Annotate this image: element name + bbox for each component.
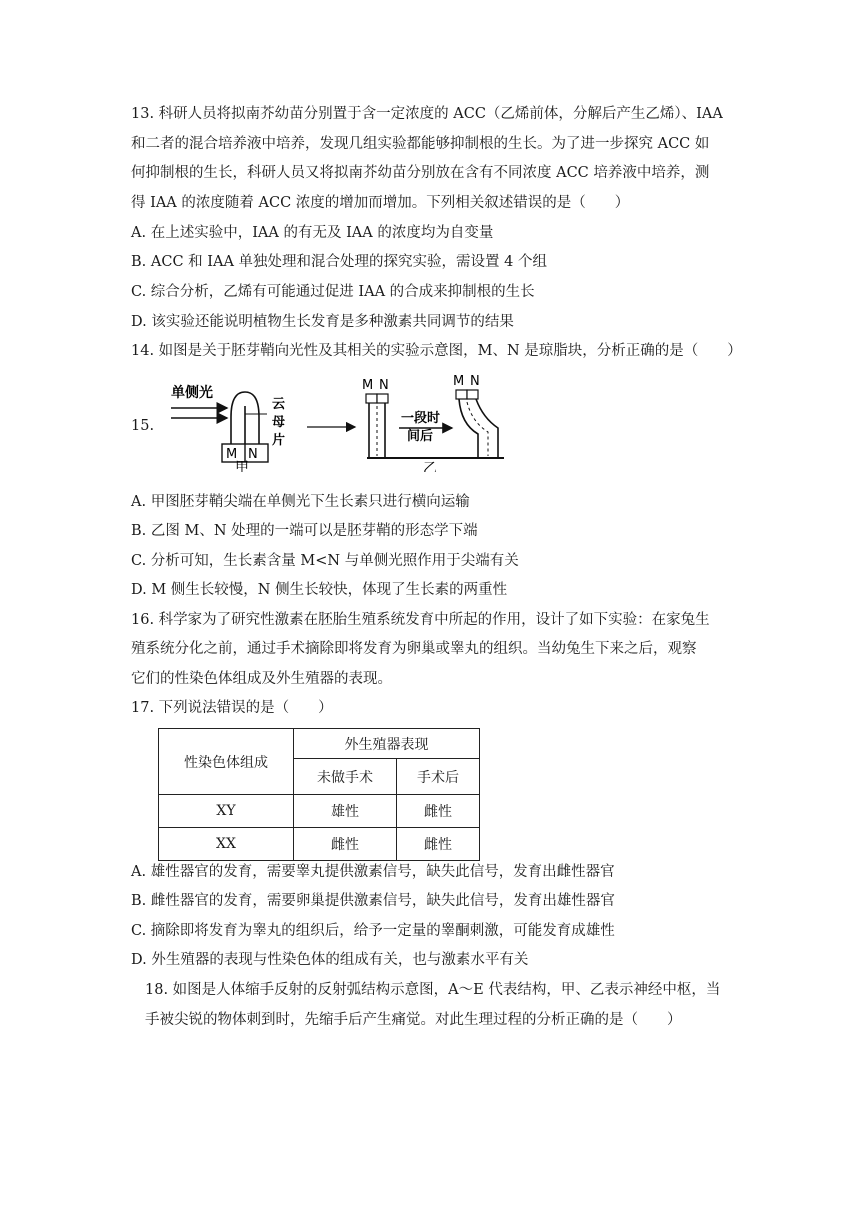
q13-option-c: C. 综合分析，乙烯有可能通过促进 IAA 的合成来抑制根的生长 bbox=[131, 284, 535, 300]
q17-option-a: A. 雄性器官的发育，需要睾丸提供激素信号，缺失此信号，发育出雌性器官 bbox=[131, 864, 615, 880]
table-header-chromosome: 性染色体组成 bbox=[159, 729, 294, 795]
time-label-1: 一段时 bbox=[401, 411, 441, 426]
q13-option-d: D. 该实验还能说明植物生长发育是多种激素共同调节的结果 bbox=[131, 314, 514, 330]
table-row bbox=[159, 795, 480, 828]
q13-stem-line-2: 和二者的混合培养液中培养，发现几组实验都能够抑制根的生长。为了进一步探究 ACC 如 bbox=[131, 136, 710, 152]
q18-stem-line-2: 手被尖锐的物体刺到时，先缩手后产生痛觉。对此生理过程的分析正确的是（ ） bbox=[145, 1012, 682, 1028]
table-cell-after-surgery: 雌性 bbox=[397, 795, 480, 828]
q13-option-a: A. 在上述实验中，IAA 的有无及 IAA 的浓度均为自变量 bbox=[131, 225, 494, 241]
yi-n-label-right: N bbox=[470, 374, 480, 389]
q13-stem-line-1: 13. 科研人员将拟南芥幼苗分别置于含一定浓度的 ACC（乙烯前体，分解后产生乙烯）、IAA bbox=[131, 106, 723, 122]
q17-option-b: B. 雌性器官的发育，需要卵巢提供激素信号，缺失此信号，发育出雄性器官 bbox=[131, 893, 615, 909]
experiment-table bbox=[158, 728, 480, 861]
phototropism-diagram bbox=[131, 372, 731, 472]
q13-option-b: B. ACC 和 IAA 单独处理和混合处理的探究实验，需设置 4 个组 bbox=[131, 254, 547, 270]
mica-label-2: 母 bbox=[272, 415, 286, 430]
q15-option-b: B. 乙图 M、N 处理的一端可以是胚芽鞘的形态学下端 bbox=[131, 523, 478, 539]
q16-stem-line-1: 16. 科学家为了研究性激素在胚胎生殖系统发育中所起的作用，设计了如下实验：在家兔生 bbox=[131, 612, 710, 628]
table-cell-no-surgery: 雌性 bbox=[294, 828, 397, 861]
figure-jia bbox=[171, 384, 285, 472]
mica-label-1: 云 bbox=[272, 397, 286, 412]
q16-stem-line-2: 殖系统分化之前，通过手术摘除即将发育为卵巢或睾丸的组织。当幼兔生下来之后，观察 bbox=[131, 641, 697, 657]
q14-stem: 14. 如图是关于胚芽鞘向光性及其相关的实验示意图，M、N 是琼脂块，分析正确的是（ ） bbox=[131, 343, 742, 359]
yi-label: 乙 bbox=[423, 461, 437, 472]
q18-stem-line-1: 18. 如图是人体缩手反射的反射弧结构示意图，A～E 代表结构，甲、乙表示神经中枢，当 bbox=[145, 982, 721, 998]
table-header-genitalia: 外生殖器表现 bbox=[294, 729, 480, 759]
table-cell-chrom: XX bbox=[159, 828, 294, 861]
table-cell-chrom: XY bbox=[159, 795, 294, 828]
table-subheader-no-surgery: 未做手术 bbox=[294, 759, 397, 795]
q17-option-c: C. 摘除即将发育为睾丸的组织后，给予一定量的睾酮刺激，可能发育成雄性 bbox=[131, 923, 615, 939]
q15-option-d: D. M 侧生长较慢，N 侧生长较快，体现了生长素的两重性 bbox=[131, 582, 508, 598]
jia-label: 甲 bbox=[235, 460, 249, 472]
q16-stem-line-3: 它们的性染色体组成及外生殖器的表现。 bbox=[131, 671, 392, 687]
figure-number: 15. bbox=[131, 418, 155, 434]
time-label-2: 间后 bbox=[407, 429, 434, 444]
table-row bbox=[159, 828, 480, 861]
phototropism-figure bbox=[131, 372, 731, 472]
q13-stem-line-4: 得 IAA 的浓度随着 ACC 浓度的增加而增加。下列相关叙述错误的是（ ） bbox=[131, 195, 630, 211]
light-label: 单侧光 bbox=[171, 385, 213, 401]
yi-m-label-right: M bbox=[453, 374, 465, 389]
q15-option-c: C. 分析可知，生长素含量 M<N 与单侧光照作用于尖端有关 bbox=[131, 553, 519, 569]
q15-option-a: A. 甲图胚芽鞘尖端在单侧光下生长素只进行横向运输 bbox=[131, 494, 470, 510]
figure-yi bbox=[362, 374, 504, 472]
table-subheader-after-surgery: 手术后 bbox=[397, 759, 480, 795]
table-cell-after-surgery: 雌性 bbox=[397, 828, 480, 861]
q17-option-d: D. 外生殖器的表现与性染色体的组成有关，也与激素水平有关 bbox=[131, 952, 529, 968]
mica-label-3: 片 bbox=[272, 433, 286, 448]
table-cell-no-surgery: 雄性 bbox=[294, 795, 397, 828]
bent-segment-right bbox=[476, 399, 498, 458]
q13-stem-line-3: 何抑制根的生长，科研人员又将拟南芥幼苗分别放在含有不同浓度 ACC 培养液中培养，测 bbox=[131, 165, 710, 181]
yi-n-label-left: N bbox=[379, 378, 389, 393]
block-n-label: N bbox=[248, 447, 258, 462]
yi-m-label-left: M bbox=[362, 378, 374, 393]
bent-segment-left bbox=[459, 399, 478, 458]
block-m-label: M bbox=[226, 447, 238, 462]
q17-stem: 17. 下列说法错误的是（ ） bbox=[131, 700, 333, 716]
